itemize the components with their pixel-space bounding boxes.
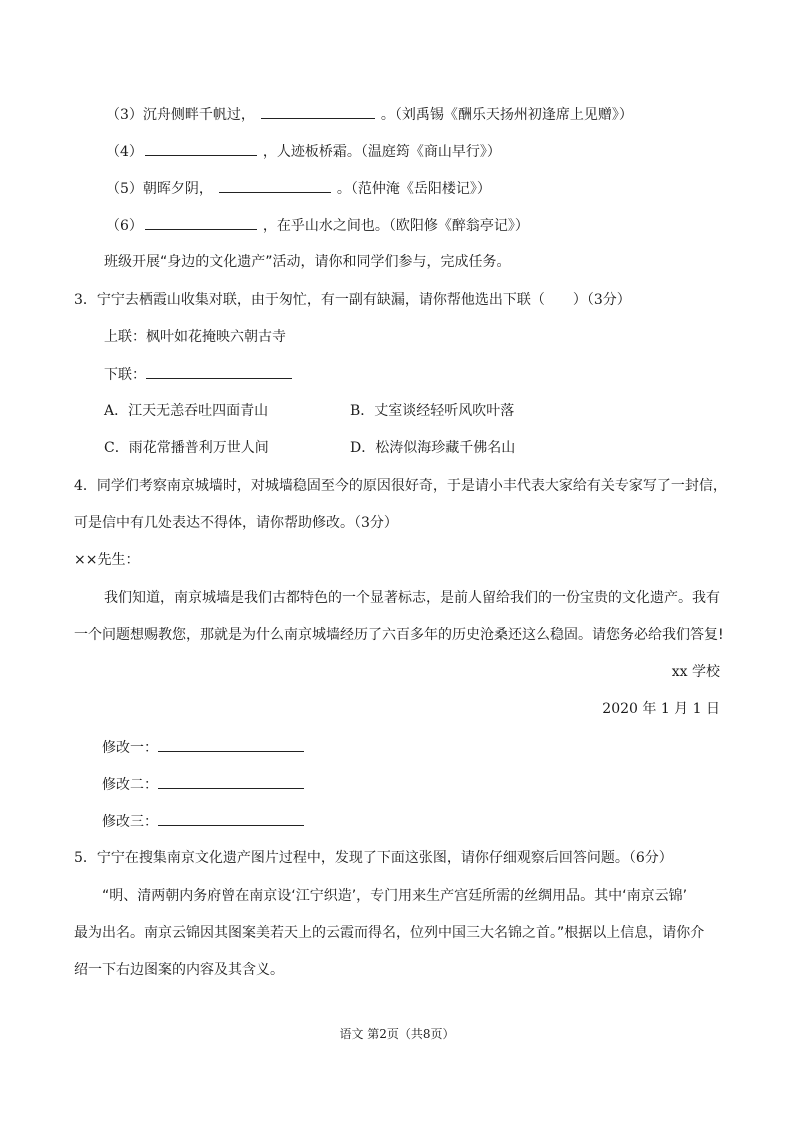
answer-blank[interactable] <box>146 364 292 379</box>
answer-blank[interactable] <box>145 215 257 230</box>
poem-source: ，人迹板桥霜。（温庭筠《商山早行》） <box>262 144 501 160</box>
q5-quote-line2: 最为出名。南京云锦因其图案美若天上的云霞而得名，位列中国三大名锦之首。”根据以上信息，请你介 <box>74 925 705 941</box>
revision-label: 修改一： <box>102 740 158 756</box>
item-number: （5） <box>106 181 143 197</box>
poem-source: 。（刘禹锡《酬乐天扬州初逢席上见赠》） <box>380 107 633 123</box>
answer-blank[interactable] <box>158 811 304 826</box>
answer-blank[interactable] <box>261 104 375 119</box>
q3-upper-couplet: 上联：枫叶如花掩映六朝古寺 <box>104 329 286 345</box>
poem-item-5 <box>106 178 491 199</box>
poem-source: ，在乎山水之间也。（欧阳修《醉翁亭记》） <box>262 218 529 234</box>
q3-option-a[interactable]: A．江天无恙吞吐四面青山 <box>104 403 269 419</box>
answer-blank[interactable] <box>219 178 331 193</box>
answer-blank[interactable] <box>145 141 257 156</box>
item-number: （4） <box>106 144 143 160</box>
lower-label: 下联： <box>104 367 146 383</box>
q5-quote-line1: “明、清两朝内务府曾在南京设‘江宁织造’，专门用来生产宫廷所需的丝绸用品。其中‘南京云锦’ <box>102 888 688 904</box>
q4-stem-line1: 4．同学们考察南京城墙时，对城墙稳固至今的原因很好奇，于是请小丰代表大家给有关专家写了一封信， <box>74 478 727 494</box>
page-footer: 语文 第2页（共8页） <box>339 1027 455 1041</box>
q3-lower-couplet <box>104 364 292 385</box>
activity-intro: 班级开展“身边的文化遗产”活动，请你和同学们参与，完成任务。 <box>104 254 511 270</box>
q4-stem-line2: 可是信中有几处表达不得体，请你帮助修改。（3分） <box>74 515 398 531</box>
revision-label: 修改二： <box>102 777 158 793</box>
poem-source: 。（范仲淹《岳阳楼记》） <box>336 181 491 197</box>
letter-salutation: ××先生： <box>74 552 140 568</box>
poem-line-text: 沉舟侧畔千帆过， <box>142 107 255 123</box>
q3-stem: 3．宁宁去栖霞山收集对联，由于匆忙，有一副有缺漏，请你帮他选出下联（ ）（3分） <box>74 292 631 308</box>
poem-line-text: 朝晖夕阴， <box>142 181 213 197</box>
letter-body-line1: 我们知道，南京城墙是我们古都特色的一个显著标志，是前人留给我们的一份宝贵的文化遗产。我有 <box>104 590 720 606</box>
revision-2 <box>102 774 304 795</box>
poem-item-3 <box>106 104 633 125</box>
item-number: （6） <box>106 218 143 234</box>
q3-option-c[interactable]: C．雨花常播普利万世人间 <box>104 440 269 456</box>
answer-blank[interactable] <box>158 774 304 789</box>
q3-option-d[interactable]: D．松涛似海珍藏千佛名山 <box>350 440 516 456</box>
q3-option-b[interactable]: B．丈室谈经轻听风吹叶落 <box>350 403 515 419</box>
q5-stem: 5．宁宁在搜集南京文化遗产图片过程中，发现了下面这张图，请你仔细观察后回答问题。（6分） <box>74 850 673 866</box>
q5-quote-line3: 绍一下右边图案的内容及其含义。 <box>74 962 284 978</box>
item-number: （3） <box>106 107 143 123</box>
poem-item-4 <box>106 141 501 162</box>
poem-item-6 <box>106 215 529 236</box>
letter-signature: xx 学校 <box>671 664 720 680</box>
letter-body-line2: 一个问题想赐教您，那就是为什么南京城墙经历了六百多年的历史沧桑还这么稳固。请您务必给我们答复! <box>74 627 724 643</box>
letter-date: 2020 年 1 月 1 日 <box>602 701 720 717</box>
answer-blank[interactable] <box>158 737 304 752</box>
revision-3 <box>102 811 304 832</box>
revision-1 <box>102 737 304 758</box>
revision-label: 修改三： <box>102 814 158 830</box>
